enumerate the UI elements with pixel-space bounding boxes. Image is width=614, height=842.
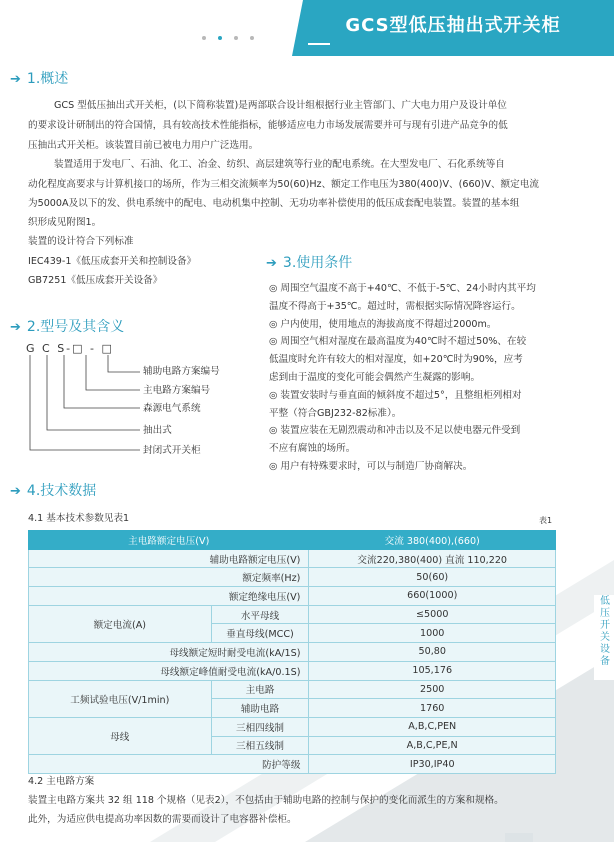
paragraph-line: 动化程度高要求与计算机接口的场所，作为三相交流频率为50(60)Hz、额定工作电压为380(400)V、(660)V、额定电流 xyxy=(28,179,539,190)
table-row xyxy=(29,605,556,624)
paragraph-line: 装置的设计符合下列标准 xyxy=(28,236,134,247)
section-3-heading xyxy=(266,254,352,273)
table-row xyxy=(29,568,556,587)
table-cell: 垂直母线(MCC) xyxy=(211,624,309,643)
code-label-drawout: 抽出式 xyxy=(143,425,172,436)
page-number-tab xyxy=(505,833,533,842)
conditions-list xyxy=(269,280,569,476)
table-cell: 母线 xyxy=(29,717,212,754)
table-cell: ≤5000 xyxy=(309,605,556,624)
table-cell: 水平母线 xyxy=(211,605,309,624)
table-cell: 660(1000) xyxy=(309,587,556,606)
standard-item: GB7251《低压成套开关设备》 xyxy=(28,275,163,286)
code-label-enclosed: 封闭式开关柜 xyxy=(143,445,201,456)
condition-line: 不应有腐蚀的场所。 xyxy=(269,443,356,455)
section-3-title: 3.使用条件 xyxy=(282,255,353,271)
side-tab-label: 低压开关设备 xyxy=(600,596,610,667)
condition-line: ◎ 户内使用，使用地点的海拔高度不得超过2000m。 xyxy=(269,318,497,330)
section-1-title: 1.概述 xyxy=(26,71,69,87)
table-cell: 主电路 xyxy=(211,680,309,699)
table-row xyxy=(29,587,556,606)
code-label-system: 森源电气系统 xyxy=(143,403,201,414)
paragraph-line: GCS 型低压抽出式开关柜，(以下简称装置)是两部联合设计组根据行业主管部门、广大电力用户及设计单位 xyxy=(54,100,507,111)
table-cell: 母线额定短时耐受电流(kA/1S) xyxy=(29,643,309,662)
paragraph-line: 织形成见附图1。 xyxy=(28,217,102,228)
condition-line: ◎ 周围空气相对湿度在最高温度为40℃时不超过50%、在较 xyxy=(269,336,527,348)
table-row xyxy=(29,717,556,736)
table-cell: A,B,C,PE,N xyxy=(309,736,556,755)
condition-line: ◎ 用户有特殊要求时，可以与制造厂协商解决。 xyxy=(269,460,473,472)
arrow-right-icon: ➔ xyxy=(10,320,21,335)
table-cell: 交流220,380(400) 直流 110,220 xyxy=(309,549,556,568)
condition-line: 虑到由于温度的变化可能会偶然产生凝露的影响。 xyxy=(269,371,481,383)
table-cell: 辅助电路额定电压(V) xyxy=(29,549,309,568)
table-header-row xyxy=(29,531,556,550)
table-cell: 额定绝缘电压(V) xyxy=(29,587,309,606)
table-cell: 交流 380(400),(660) xyxy=(309,531,556,550)
condition-line: 低温度时允许有较大的相对湿度，如+20℃时为90%，应考 xyxy=(269,354,523,366)
table-caption: 表1 xyxy=(539,516,553,525)
paragraph-line: 装置适用于发电厂、石油、化工、冶金、纺织、高层建筑等行业的配电系统。在大型发电厂、石化系统等自 xyxy=(54,159,505,170)
paragraph-line: 为5000A及以下的发、供电系统中的配电、电动机集中控制、无功功率补偿使用的低压成套配电装置。装置的基本组 xyxy=(28,198,520,209)
table-row xyxy=(29,661,556,680)
table-cell: 105,176 xyxy=(309,661,556,680)
subsection-4-2: 4.2 主电路方案 xyxy=(28,776,95,787)
table-cell: 辅助电路 xyxy=(211,699,309,718)
table-cell: 工频试验电压(V/1min) xyxy=(29,680,212,717)
section-4-heading xyxy=(10,482,96,501)
table-row xyxy=(29,755,556,774)
table-cell: IP30,IP40 xyxy=(309,755,556,774)
table-cell: 额定电流(A) xyxy=(29,605,212,642)
table-cell: A,B,C,PEN xyxy=(309,717,556,736)
table-cell: 50(60) xyxy=(309,568,556,587)
table-cell: 1000 xyxy=(309,624,556,643)
arrow-right-icon: ➔ xyxy=(10,484,21,499)
model-code: G C S-□ - □ xyxy=(26,342,114,355)
section-4-title: 4.技术数据 xyxy=(26,483,97,499)
paragraph-line: 此外，为适应供电提高功率因数的需要而设计了电容器补偿柜。 xyxy=(28,814,297,825)
paragraph-line: 装置主电路方案共 32 组 118 个规格（见表2），不包括由于辅助电路的控制与保护的变化而派生的方案和规格。 xyxy=(28,795,504,806)
table-cell: 三相五线制 xyxy=(211,736,309,755)
subsection-4-1: 4.1 基本技术参数见表1 xyxy=(28,513,130,524)
table-row xyxy=(29,549,556,568)
table-cell: 50,80 xyxy=(309,643,556,662)
table-row xyxy=(29,643,556,662)
table-cell: 防护等级 xyxy=(29,755,309,774)
table-cell: 三相四线制 xyxy=(211,717,309,736)
code-label-main-circuit: 主电路方案编号 xyxy=(143,385,211,396)
arrow-right-icon: ➔ xyxy=(10,72,21,87)
arrow-right-icon: ➔ xyxy=(266,256,277,271)
condition-line: ◎ 装置应装在无剧烈震动和冲击以及不足以使电器元件受到 xyxy=(269,425,521,437)
condition-line: ◎ 周围空气温度不高于+40℃、不低于-5℃、24小时内其平均 xyxy=(269,283,536,294)
condition-line: 温度不得高于+35℃。超过时，需根据实际情况降容运行。 xyxy=(269,300,521,312)
code-label-aux-circuit: 辅助电路方案编号 xyxy=(143,366,220,377)
table-row xyxy=(29,680,556,699)
table-cell: 额定频率(Hz) xyxy=(29,568,309,587)
page-title: GCS型低压抽出式开关柜 xyxy=(345,15,561,36)
section-2-title: 2.型号及其含义 xyxy=(26,319,125,335)
condition-line: ◎ 装置安装时与垂直面的倾斜度不超过5°，且整组柜列相对 xyxy=(269,389,522,401)
condition-line: 平整（符合GBJ232-82标准）。 xyxy=(269,407,402,419)
table-cell: 主电路额定电压(V) xyxy=(29,531,309,550)
paragraph-line: 的要求设计研制出的符合国情，具有较高技术性能指标，能够适应电力市场发展需要并可与现有引进产品竞争的低 xyxy=(28,120,508,131)
paragraph-line: 压抽出式开关柜。该装置目前已被电力用户广泛选用。 xyxy=(28,140,259,151)
tech-data-table xyxy=(28,530,556,774)
table-cell: 2500 xyxy=(309,680,556,699)
table-cell: 1760 xyxy=(309,699,556,718)
standard-item: IEC439-1《低压成套开关和控制设备》 xyxy=(28,256,197,267)
table-cell: 母线额定峰值耐受电流(kA/0.1S) xyxy=(29,661,309,680)
